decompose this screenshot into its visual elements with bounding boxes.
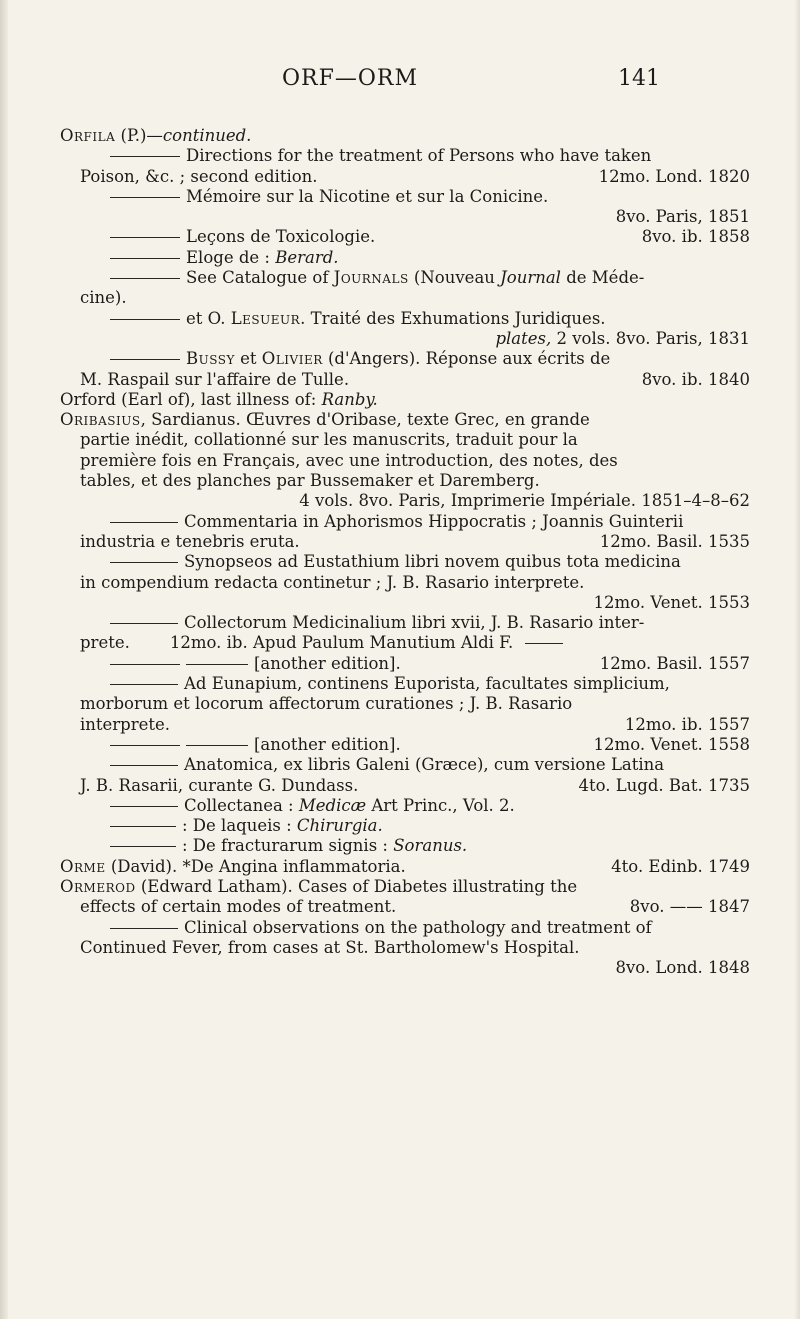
entry-orfila-directions: Directions for the treatment of Persons who have taken Poison, &c. ; second edition. 12mo. Lond. 1820: [80, 146, 750, 186]
entry-oribasius-another-2: [another edition]. 12mo. Venet. 1558: [60, 735, 750, 755]
entry-orfila-bussy: Bussy et Olivier (d'Angers). Réponse aux écrits de M. Raspail sur l'affaire de Tulle. 8vo. ib. 1840: [80, 349, 750, 389]
entry-orfila-see-catalogue: See Catalogue of Journals (Nouveau Journal de Méde- cine).: [80, 268, 645, 308]
entry-oribasius-fracturarum: : De fracturarum signis : Soranus.: [60, 836, 750, 856]
entry-oribasius-anatomica: Anatomica, ex libris Galeni (Græce), cum versione Latina J. B. Rasarii, curante G. Dundass. 4to. Lugd. Bat. 1735: [80, 755, 750, 795]
entry-oribasius-another-1: [another edition]. 12mo. Basil. 1557: [60, 654, 750, 674]
entry-ormerod-heading: Ormerod (Edward Latham). Cases of Diabetes illustrating the effects of certain modes of treatment. 8vo. —— 1847: [60, 876, 750, 917]
page-binding-edge: [0, 0, 8, 1319]
page-number: 141: [618, 66, 660, 91]
entry-orme: Orme (David). *De Angina inflammatoria. 4to. Edinb. 1749: [60, 856, 750, 876]
entry-oribasius-commentaria: Commentaria in Aphorismos Hippocratis ; Joannis Guinterii industria e tenebris eruta. 12mo. Basil. 1535: [80, 511, 750, 551]
entry-oribasius-collectanea: Collectanea : Medicæ Art Princ., Vol. 2.: [60, 796, 750, 816]
entry-orfila-memoire: Mémoire sur la Nicotine et sur la Conicine. 8vo. Paris, 1851: [60, 187, 750, 228]
entry-orfila-eloge: Eloge de : Berard.: [60, 248, 750, 268]
entry-orford: Orford (Earl of), last illness of: Ranby.: [60, 389, 378, 409]
entry-oribasius-synopseos: Synopseos ad Eustathium libri novem quibus tota medicina in compendium redacta continetur ; J. B. Rasario interprete. 12mo. Venet. 1553: [80, 552, 750, 612]
index-content: [60, 126, 750, 978]
entry-oribasius-collectorum: Collectorum Medicinalium libri xvii, J. B. Rasario inter- prete. 12mo. ib. Apud Paulum Manutium Aldi F.: [80, 613, 645, 653]
entry-orfila-lesueur: et O. Lesueur. Traité des Exhumations Juridiques. plates, 2 vols. 8vo. Paris, 1831: [60, 309, 750, 350]
entry-orfila-heading: Orfila (P.)—continued.: [60, 126, 252, 145]
entry-oribasius-laqueis: : De laqueis : Chirurgia.: [60, 816, 750, 836]
entry-oribasius-eunapium: Ad Eunapium, continens Euporista, facultates simplicium, morborum et locorum affectorum curationes ; J. B. Rasario interprete. 12mo. ib. 1557: [80, 674, 750, 734]
entry-orfila-lecons: Leçons de Toxicologie. 8vo. ib. 1858: [60, 227, 750, 247]
entry-ormerod-clinical: Clinical observations on the pathology and treatment of Continued Fever, from cases at St. Bartholomew's Hospital. 8vo. Lond. 1848: [80, 917, 750, 978]
running-head: ORF—ORM: [282, 66, 418, 91]
page-right-edge: [794, 0, 800, 1319]
entry-oribasius-heading: Oribasius, Sardianus. Œuvres d'Oribase, texte Grec, en grande partie inédit, collationné sur les manuscrits, traduit pour la première fois en Français, avec une introduction, des notes, des tables, et des planches par Bussemaker et Daremberg. 4 vols. 8vo. Paris, Imprimerie Impériale. 1851–4–8–62: [60, 410, 750, 511]
page-header: [0, 66, 800, 106]
